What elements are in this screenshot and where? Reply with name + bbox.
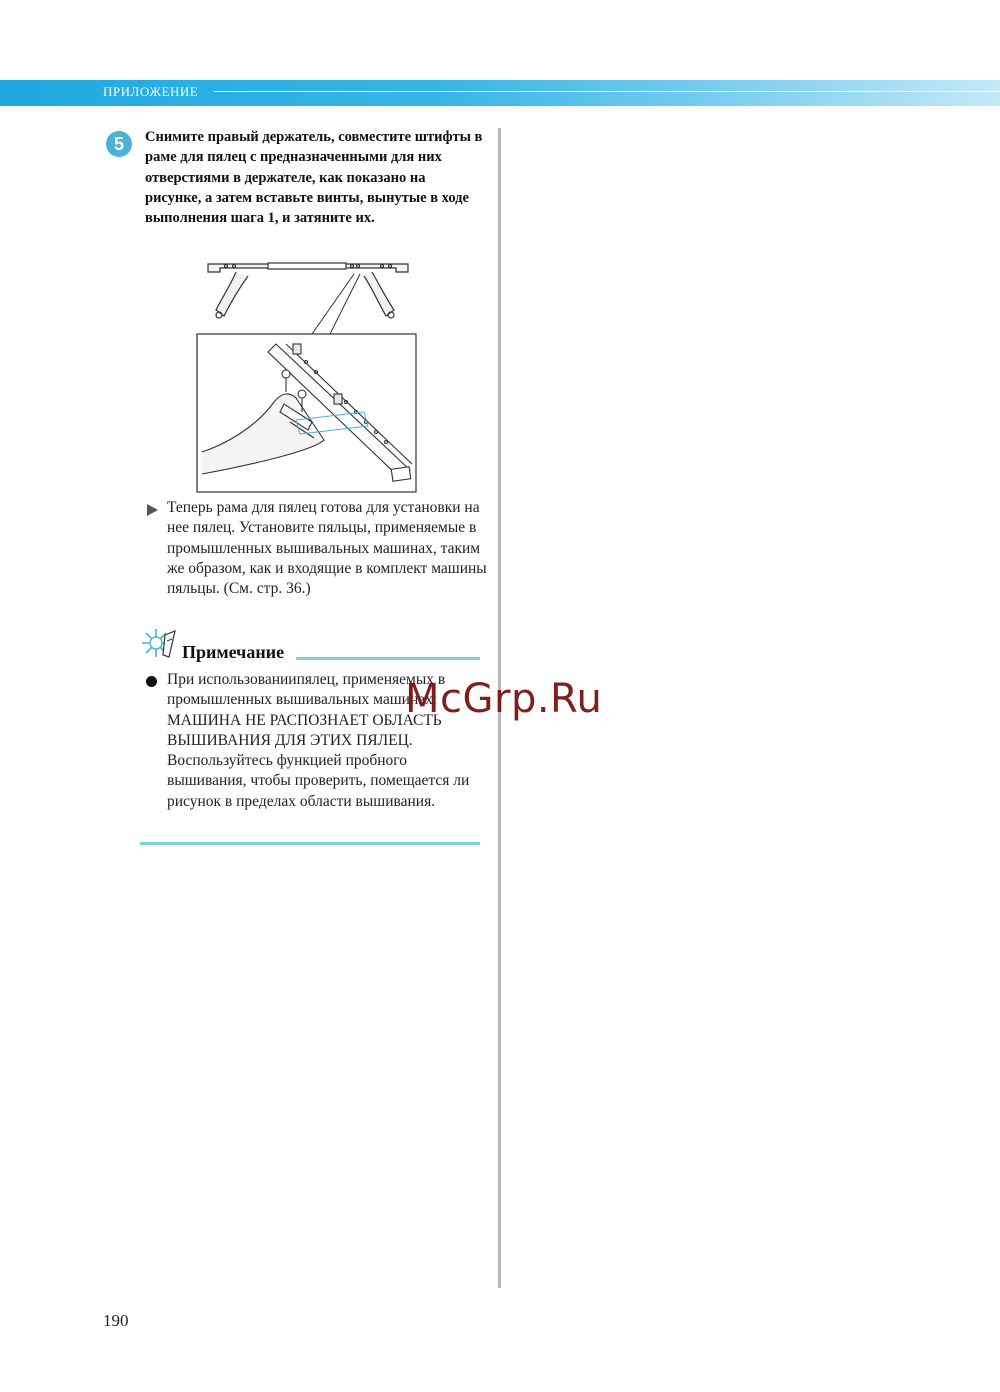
note-sparkle-icon bbox=[141, 627, 179, 663]
watermark: McGrp.Ru bbox=[405, 676, 603, 722]
hoop-frame-illustration bbox=[196, 252, 418, 494]
section-title: ПРИЛОЖЕНИЕ bbox=[103, 84, 199, 99]
note-title-rule bbox=[296, 657, 480, 660]
step-number-badge: 5 bbox=[106, 131, 132, 157]
header-rule bbox=[214, 91, 1000, 92]
note-text: При использованиипялец, применяемых в промышленных вышивальных машинах, МАШИНА НЕ РАСПОЗНАЕТ ОБЛАСТЬ ВЫШИВАНИЯ ДЛЯ ЭТИХ ПЯЛЕЦ. Воспользуйтесь функцией пробного вышивания, чтобы проверить, помещается ли рисунок в пределах области вышивания. bbox=[167, 671, 470, 810]
step-instruction: Снимите правый держатель, совместите штифты в раме для пялец с предназначенными для них отверстиями в держателе, как показано на рисунке, а затем вставьте винты, вынутые в ходе выполнения шага 1, и затяните их. bbox=[145, 129, 483, 227]
frame-overview bbox=[208, 263, 408, 318]
note-title: Примечание bbox=[182, 642, 285, 662]
note-bottom-rule bbox=[140, 842, 480, 845]
result-text: Теперь рама для пялец готова для установки на нее пялец. Установите пяльцы, применяемые в промышленных вышивальных машинах, таким же образом, как и входящие в комплект машины пяльцы. (См. стр. 36.) bbox=[167, 499, 487, 598]
bullet-icon bbox=[146, 676, 157, 687]
result-arrow-icon bbox=[147, 504, 158, 516]
page-number: 190 bbox=[103, 1311, 129, 1330]
